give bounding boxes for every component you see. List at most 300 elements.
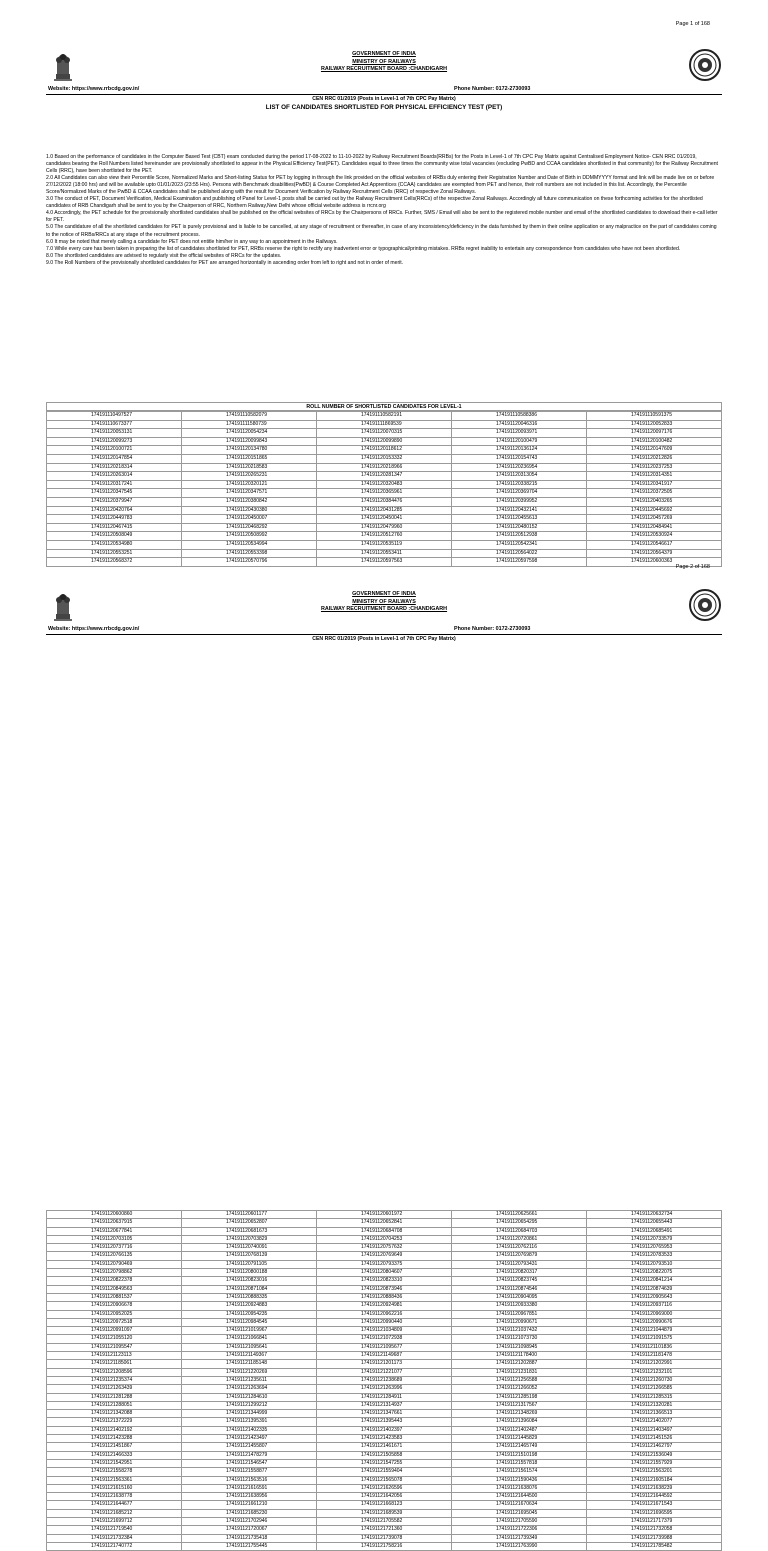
roll-number-cell: 174191121285198 <box>452 1393 587 1401</box>
table-row <box>47 1509 722 1517</box>
roll-number-cell: 174191121284610 <box>182 1393 317 1401</box>
roll-number-cell: 174191120924883 <box>182 1302 317 1310</box>
roll-number-cell: 174191120136124 <box>452 446 587 455</box>
roll-number-cell: 174191121149687 <box>317 1352 452 1360</box>
roll-number-cell: 174191121451867 <box>47 1443 182 1451</box>
roll-number-cell: 174191121178400 <box>452 1352 587 1360</box>
roll-number-cell: 174191120314351 <box>587 472 722 481</box>
roll-number-cell: 174191121546547 <box>182 1459 317 1467</box>
roll-number-cell: 174191120765953 <box>587 1244 722 1252</box>
roll-number-cell: 174191120347571 <box>182 489 317 498</box>
roll-number-cell: 174191121320281 <box>587 1401 722 1409</box>
roll-number-cell: 174191121098945 <box>452 1343 587 1351</box>
roll-number-cell: 174191121238689 <box>317 1376 452 1384</box>
roll-number-cell: 174191120849563 <box>47 1285 182 1293</box>
roll-number-cell: 174191120954235 <box>182 1310 317 1318</box>
roll-number-cell: 174191120798862 <box>47 1269 182 1277</box>
roll-number-cell: 174191120684708 <box>317 1227 452 1235</box>
roll-number-cell: 174191120703105 <box>47 1235 182 1243</box>
roll-number-cell: 174191120147609 <box>587 446 722 455</box>
roll-number-cell: 174191120052833 <box>587 420 722 429</box>
table-row <box>47 1368 722 1376</box>
roll-number-cell: 174191121644500 <box>452 1493 587 1501</box>
notice-number: CEN RRC 01/2019 (Posts in Level-1 of 7th CPC Pay Matrix) <box>312 96 456 102</box>
roll-number-table <box>46 411 722 567</box>
roll-number-cell: 174191121403497 <box>587 1426 722 1434</box>
roll-number-cell: 174191121402487 <box>452 1426 587 1434</box>
roll-number-cell: 174191120952025 <box>47 1310 182 1318</box>
table-row <box>47 480 722 489</box>
roll-number-cell: 174191121638076 <box>452 1484 587 1492</box>
roll-number-cell: 174191121717379 <box>587 1517 722 1525</box>
roll-number-cell: 174191121181478 <box>587 1352 722 1360</box>
roll-number-cell: 174191121185148 <box>182 1360 317 1368</box>
roll-number-cell: 174191121396084 <box>452 1418 587 1426</box>
roll-number-cell: 174191121758216 <box>317 1542 452 1550</box>
table-row <box>47 1410 722 1418</box>
roll-number-cell: 174191121763990 <box>452 1542 587 1550</box>
roll-number-cell: 174191120793431 <box>452 1260 587 1268</box>
roll-number-cell: 174191120769649 <box>317 1252 452 1260</box>
roll-number-cell: 174191121510198 <box>452 1451 587 1459</box>
roll-number-cell: 174191121372229 <box>47 1418 182 1426</box>
page-number: Page 2 of 168 <box>675 564 710 570</box>
roll-number-cell: 174191120990676 <box>587 1318 722 1326</box>
roll-number-cell: 174191120380842 <box>182 497 317 506</box>
ministry-line: MINISTRY OF RAILWAYS <box>352 58 416 65</box>
roll-number-cell: 174191121288051 <box>47 1401 182 1409</box>
roll-number-cell: 174191120905643 <box>587 1293 722 1301</box>
table-row <box>47 1443 722 1451</box>
roll-number-cell: 174191120546617 <box>587 540 722 549</box>
roll-number-cell: 174191121402397 <box>317 1426 452 1434</box>
table-row <box>47 1293 722 1301</box>
roll-number-cell: 174191121462797 <box>587 1443 722 1451</box>
roll-number-cell: 174191121347661 <box>317 1410 452 1418</box>
table-row <box>47 429 722 438</box>
roll-number-cell: 174191121284911 <box>317 1393 452 1401</box>
roll-number-cell: 174191120263014 <box>47 472 182 481</box>
roll-number-cell: 174191120508049 <box>47 532 182 541</box>
roll-number-cell: 174191121785482 <box>587 1542 722 1550</box>
roll-number-cell: 174191120508992 <box>182 532 317 541</box>
roll-number-cell: 174191121565078 <box>317 1476 452 1484</box>
table-row <box>47 1352 722 1360</box>
roll-table-title: ROLL NUMBER OF SHORTLISTED CANDIDATES FOR LEVEL-1 <box>46 402 722 411</box>
roll-number-cell: 174191120099273 <box>47 437 182 446</box>
table-row <box>47 1260 722 1268</box>
instruction-para: 2.0 All Candidates can also view their Percentile Score, Normalized Marks and Short-listing Status for PET by logging in through the link provided on the official websites of RRBs duly entering their Registration Number and Date of Birth in DDMMYYYY format and link will be made live on or before 27/12/2022 (18:00 hrs) and will be available upto 01/01/2023 (23:55 Hrs). Persons with Benchmark disabilities(PwBD) & Course Completed Act Apprentices (CCAA) candidates are exempted from PET and hence, their roll numbers are not included in this list. Accordingly, the Percentile Score/Normalized Marks of the PwBD & CCAA candidates shall be published along with the result for Document Verification by Railway Recruitment Cells (RRC) of respective Zonal Railways. <box>46 175 715 196</box>
roll-number-cell: 174191120804607 <box>317 1269 452 1277</box>
roll-number-cell: 174191121095641 <box>182 1343 317 1351</box>
roll-number-cell: 174191120684703 <box>452 1227 587 1235</box>
roll-number-cell: 174191120740091 <box>182 1244 317 1252</box>
roll-number-cell: 174191121285315 <box>587 1393 722 1401</box>
roll-number-cell: 174191120338215 <box>452 480 587 489</box>
instruction-para: 3.0 The conduct of PET, Document Verification, Medical Examination and publishing of Panel for Level-1 posts shall be carried out by the Railway Recruitment Cells(RRCs) of the respective Zonal Railways. Accordingly all future communication on these forthcoming activities for the shortlisted candidates of RRB Chandigarh shall be sent to you by the Chairperson of RRC, Northern Railway,New Delhi whose official website address is rrcnr.org <box>46 196 703 210</box>
roll-number-cell: 174191120313054 <box>452 472 587 481</box>
roll-number-cell: 174191120790469 <box>47 1260 182 1268</box>
roll-number-cell: 174191121260730 <box>587 1376 722 1384</box>
table-row <box>47 1244 722 1252</box>
roll-number-cell: 174191120450041 <box>317 515 452 524</box>
roll-number-cell: 174191120969000 <box>587 1310 722 1318</box>
table-row <box>47 549 722 558</box>
roll-number-cell: 174191121423497 <box>182 1435 317 1443</box>
roll-number-cell: 174191121263439 <box>47 1385 182 1393</box>
roll-number-cell: 174191120265231 <box>182 472 317 481</box>
table-row <box>47 1517 722 1525</box>
notice-number: CEN RRC 01/2019 (Posts in Level-1 of 7th CPC Pay Matrix) <box>312 636 456 642</box>
roll-number-cell: 174191121123113 <box>47 1352 182 1360</box>
roll-number-cell: 174191120654295 <box>452 1219 587 1227</box>
roll-number-cell: 174191120888335 <box>182 1293 317 1301</box>
website-link[interactable]: Website: https://www.rrbcdg.gov.in/ <box>48 86 140 92</box>
roll-number-cell: 174191110588386 <box>452 412 587 421</box>
roll-number-cell: 174191120600860 <box>47 1211 182 1219</box>
roll-number-cell: 174191120720861 <box>452 1235 587 1243</box>
roll-number-cell: 174191120677841 <box>47 1227 182 1235</box>
roll-number-cell: 174191121095677 <box>317 1343 452 1351</box>
table-row <box>47 1435 722 1443</box>
roll-number-cell: 174191121739988 <box>587 1534 722 1542</box>
table-row <box>47 420 722 429</box>
roll-number-cell: 174191120570796 <box>182 558 317 567</box>
roll-number-cell: 174191121455807 <box>182 1443 317 1451</box>
table-row <box>47 1451 722 1459</box>
roll-number-cell: 174191120134780 <box>182 446 317 455</box>
roll-number-cell: 174191121402192 <box>47 1426 182 1434</box>
roll-number-cell: 174191120218583 <box>182 463 317 472</box>
phone-number: Phone Number: 0172-2730093 <box>454 86 531 92</box>
roll-number-cell: 174191120154743 <box>452 454 587 463</box>
roll-number-cell: 174191121563516 <box>182 1476 317 1484</box>
roll-number-cell: 174191120681673 <box>182 1227 317 1235</box>
roll-number-cell: 174191121091575 <box>587 1335 722 1343</box>
roll-number-cell: 174191120100479 <box>452 437 587 446</box>
table-row <box>47 1393 722 1401</box>
table-row <box>47 1484 722 1492</box>
website-link[interactable]: Website: https://www.rrbcdg.gov.in/ <box>48 626 140 632</box>
roll-number-cell: 174191120218966 <box>317 463 452 472</box>
roll-number-cell: 174191121034809 <box>317 1327 452 1335</box>
table-row <box>47 1318 722 1326</box>
phone-number: Phone Number: 0172-2730093 <box>454 626 531 632</box>
roll-number-cell: 174191121638239 <box>587 1484 722 1492</box>
roll-number-cell: 174191120100482 <box>587 437 722 446</box>
table-row <box>47 1235 722 1243</box>
roll-number-cell: 174191120906678 <box>47 1302 182 1310</box>
roll-number-cell: 174191110582191 <box>317 412 452 421</box>
roll-number-cell: 174191121366513 <box>587 1410 722 1418</box>
roll-number-cell: 174191120924981 <box>317 1302 452 1310</box>
roll-number-cell: 174191120822378 <box>47 1277 182 1285</box>
table-row <box>47 523 722 532</box>
roll-number-cell: 174191120597598 <box>452 558 587 567</box>
roll-number-cell: 174191121563201 <box>587 1468 722 1476</box>
roll-number-cell: 174191120757632 <box>317 1244 452 1252</box>
board-line: RAILWAY RECRUITMENT BOARD :CHANDIGARH <box>320 66 448 72</box>
roll-number-cell: 174191120530924 <box>587 532 722 541</box>
roll-number-cell: 174191120450007 <box>182 515 317 524</box>
roll-number-cell: 174191120365961 <box>317 489 452 498</box>
roll-number-cell: 174191120637915 <box>47 1219 182 1227</box>
instruction-para: 8.0 The shortlisted candidates are advised to regularly visit the official websites of RRCs for the updates. <box>46 252 282 259</box>
instruction-para: 1.0 Based on the performance of candidates in the Computer Based Test (CBT) exam conducted during the period 17-08-2022 to 11-10-2022 by Railway Recruitment Boards(RRBs) for the Posts in Level-1 of 7th CPC Pay Matrix against Centralised Employment Notice- CEN RRC 01/2019, candidates bearing the Roll Numbers listed hereinunder are provisionally shortlisted to appear in the Physical Efficiency Test(PET). Candidates equal to three times the community wise total vacancies (excluding PwBD and CCAA candidates shortlisted in that community) for the Railway Recruitment Cells (RRC), have been shortlisted for the PET. <box>46 154 718 175</box>
roll-number-cell: 174191121661210 <box>182 1501 317 1509</box>
contact-bar <box>46 85 722 95</box>
roll-number-cell: 174191121101836 <box>587 1343 722 1351</box>
roll-number-cell: 174191121638778 <box>47 1493 182 1501</box>
roll-number-cell: 174191110591375 <box>587 412 722 421</box>
government-line: GOVERNMENT OF INDIA <box>352 591 416 597</box>
roll-number-cell: 174191121668123 <box>317 1501 452 1509</box>
roll-number-cell: 174191121281288 <box>47 1393 182 1401</box>
roll-number-cell: 174191120652841 <box>317 1219 452 1227</box>
roll-number-cell: 174191121044879 <box>587 1327 722 1335</box>
roll-number-cell: 174191120468292 <box>182 523 317 532</box>
roll-number-cell: 174191120317241 <box>47 480 182 489</box>
roll-number-cell: 174191110582079 <box>182 412 317 421</box>
roll-number-cell: 174191120455613 <box>452 515 587 524</box>
table-row <box>47 1476 722 1484</box>
roll-number-cell: 174191120737716 <box>47 1244 182 1252</box>
roll-number-cell: 174191120871084 <box>182 1285 317 1293</box>
roll-number-cell: 174191121671543 <box>587 1501 722 1509</box>
roll-number-cell: 174191121670634 <box>452 1501 587 1509</box>
roll-number-cell: 174191121266585 <box>587 1385 722 1393</box>
roll-number-cell: 174191120793510 <box>587 1260 722 1268</box>
roll-number-cell: 174191120888436 <box>317 1293 452 1301</box>
roll-number-cell: 174191121685230 <box>182 1509 317 1517</box>
roll-number-cell: 174191120652807 <box>182 1219 317 1227</box>
roll-number-cell: 174191121073730 <box>452 1335 587 1343</box>
roll-number-cell: 174191110497527 <box>47 412 182 421</box>
instruction-para: 9.0 The Roll Numbers of the provisionally shortlisted candidates for PET are arranged horizontally in ascending order from left to right and not in order of merit. <box>46 259 404 266</box>
roll-number-cell: 174191120534980 <box>47 540 182 549</box>
roll-number-cell: 174191120841214 <box>587 1277 722 1285</box>
roll-number-cell: 174191121402077 <box>587 1418 722 1426</box>
roll-number-cell: 174191120553251 <box>47 549 182 558</box>
roll-number-cell: 174191121072938 <box>317 1335 452 1343</box>
roll-number-cell: 174191121755445 <box>182 1542 317 1550</box>
roll-number-cell: 174191121231831 <box>452 1368 587 1376</box>
roll-number-cell: 174191120783533 <box>587 1252 722 1260</box>
roll-number-cell: 174191121590436 <box>452 1476 587 1484</box>
roll-number-cell: 174191120479960 <box>317 523 452 532</box>
roll-number-cell: 174191121642056 <box>317 1493 452 1501</box>
table-row <box>47 1211 722 1219</box>
roll-number-cell: 174191120822075 <box>587 1269 722 1277</box>
roll-number-cell: 174191120823016 <box>182 1277 317 1285</box>
table-row <box>47 1219 722 1227</box>
roll-number-cell: 174191120564379 <box>587 549 722 558</box>
instruction-para: 7.0 While every care has been taken in preparing the list of candidates shortlisted for PET, RRBs reserve the right to rectify any inadvertent error or typographical/printing mistakes. RRBs regret inability to entertain any correspondence from candidates who have not been shortlisted. <box>46 245 681 252</box>
roll-number-cell: 174191120990440 <box>317 1318 452 1326</box>
roll-number-cell: 174191121342088 <box>47 1410 182 1418</box>
roll-number-cell: 174191120320483 <box>317 480 452 489</box>
railway-logo-icon <box>688 48 722 82</box>
roll-number-cell: 174191121685212 <box>47 1509 182 1517</box>
issuing-authority <box>46 591 722 614</box>
roll-number-cell: 174191121478279 <box>182 1451 317 1459</box>
roll-number-cell: 174191120704253 <box>317 1235 452 1243</box>
roll-number-cell: 174191120341917 <box>587 480 722 489</box>
roll-number-cell: 174191121266052 <box>452 1385 587 1393</box>
roll-number-cell: 174191121095547 <box>47 1343 182 1351</box>
roll-number-cell: 174191121263996 <box>317 1385 452 1393</box>
roll-number-cell: 174191121314937 <box>317 1401 452 1409</box>
roll-number-cell: 174191121699712 <box>47 1517 182 1525</box>
instructions <box>46 154 722 267</box>
roll-number-cell: 174191120432141 <box>452 506 587 515</box>
roll-number-cell: 174191121561574 <box>452 1468 587 1476</box>
roll-number-cell: 174191121740772 <box>47 1542 182 1550</box>
table-row <box>47 1343 722 1351</box>
roll-number-cell: 174191121505858 <box>317 1451 452 1459</box>
roll-number-cell: 174191121702946 <box>182 1517 317 1525</box>
roll-number-cell: 174191120053131 <box>47 429 182 438</box>
roll-number-cell: 174191120097176 <box>587 429 722 438</box>
page-number: Page 1 of 168 <box>675 21 710 27</box>
table-row <box>47 1468 722 1476</box>
roll-number-cell: 174191120099890 <box>317 437 452 446</box>
roll-number-cell: 174191120542341 <box>452 540 587 549</box>
roll-number-cell: 174191121615160 <box>47 1484 182 1492</box>
roll-number-cell: 174191121066841 <box>182 1335 317 1343</box>
roll-number-cell: 174191120762116 <box>452 1244 587 1252</box>
roll-number-cell: 174191120933380 <box>452 1302 587 1310</box>
roll-number-cell: 174191120937116 <box>587 1302 722 1310</box>
table-row <box>47 489 722 498</box>
table-row <box>47 1526 722 1534</box>
roll-number-cell: 174191121465749 <box>452 1443 587 1451</box>
roll-number-cell: 174191120632734 <box>587 1211 722 1219</box>
roll-number-cell: 174191121626596 <box>317 1484 452 1492</box>
table-row <box>47 1426 722 1434</box>
roll-number-cell: 174191121720067 <box>182 1526 317 1534</box>
table-row <box>47 1493 722 1501</box>
table-row <box>47 1401 722 1409</box>
roll-number-cell: 174191121317567 <box>452 1401 587 1409</box>
roll-number-cell: 174191121149367 <box>182 1352 317 1360</box>
instruction-para: 6.0 It may be noted that merely calling a candidate for PET does not entitle him/her in any way to an appointment in the Railways. <box>46 238 338 245</box>
board-line: RAILWAY RECRUITMENT BOARD :CHANDIGARH <box>320 606 448 612</box>
roll-number-cell: 174191120823745 <box>452 1277 587 1285</box>
roll-number-cell: 174191121605184 <box>587 1476 722 1484</box>
roll-number-cell: 174191120535119 <box>317 540 452 549</box>
roll-number-cell: 174191121557818 <box>452 1459 587 1467</box>
roll-number-cell: 174191121395391 <box>182 1418 317 1426</box>
roll-number-cell: 174191121547255 <box>317 1459 452 1467</box>
roll-number-cell: 174191120768139 <box>182 1252 317 1260</box>
roll-number-cell: 174191120655443 <box>587 1219 722 1227</box>
roll-number-cell: 174191121557929 <box>587 1459 722 1467</box>
roll-number-cell: 174191120597563 <box>317 558 452 567</box>
roll-number-cell: 174191120420764 <box>47 506 182 515</box>
roll-number-cell: 174191121232101 <box>587 1368 722 1376</box>
roll-number-cell: 174191120512938 <box>452 532 587 541</box>
roll-number-cell: 174191121423583 <box>317 1435 452 1443</box>
table-row <box>47 1501 722 1509</box>
roll-number-cell: 174191120512760 <box>317 532 452 541</box>
table-row <box>47 558 722 567</box>
roll-number-cell: 174191121719540 <box>47 1526 182 1534</box>
roll-number-cell: 174191110673377 <box>47 420 182 429</box>
roll-number-cell: 174191120791105 <box>182 1260 317 1268</box>
roll-number-cell: 174191120099843 <box>182 437 317 446</box>
roll-number-cell: 174191121256588 <box>452 1376 587 1384</box>
roll-number-cell: 174191121263694 <box>182 1385 317 1393</box>
roll-number-cell: 174191120151865 <box>182 454 317 463</box>
roll-number-cell: 174191120467415 <box>47 523 182 532</box>
table-row <box>47 1418 722 1426</box>
roll-number-cell: 174191120685491 <box>587 1227 722 1235</box>
roll-number-cell: 174191121722306 <box>452 1526 587 1534</box>
roll-number-cell: 174191120054234 <box>182 429 317 438</box>
roll-number-cell: 174191121402335 <box>182 1426 317 1434</box>
roll-number-cell: 174191120534994 <box>182 540 317 549</box>
table-row <box>47 463 722 472</box>
table-row <box>47 1542 722 1550</box>
contact-bar <box>46 625 722 635</box>
roll-number-cell: 174191121616591 <box>182 1484 317 1492</box>
table-row <box>47 506 722 515</box>
roll-number-cell: 174191120369704 <box>452 489 587 498</box>
roll-number-cell: 174191120800188 <box>182 1269 317 1277</box>
roll-number-cell: 174191120793375 <box>317 1260 452 1268</box>
table-row <box>47 1227 722 1235</box>
roll-number-cell: 174191121559404 <box>317 1468 452 1476</box>
roll-number-cell: 174191120100721 <box>47 446 182 455</box>
table-row <box>47 540 722 549</box>
roll-number-cell: 174191120769879 <box>452 1252 587 1260</box>
roll-number-cell: 174191121451526 <box>587 1435 722 1443</box>
roll-number-cell: 174191121445829 <box>452 1435 587 1443</box>
roll-number-cell: 174191120445692 <box>587 506 722 515</box>
roll-number-cell: 174191121208596 <box>47 1368 182 1376</box>
roll-number-cell: 174191120874639 <box>587 1285 722 1293</box>
roll-number-cell: 174191121558877 <box>182 1468 317 1476</box>
roll-number-cell: 174191121644592 <box>587 1493 722 1501</box>
roll-number-cell: 174191120600363 <box>587 558 722 567</box>
roll-number-cell: 174191120553398 <box>182 549 317 558</box>
roll-number-cell: 174191120372505 <box>587 489 722 498</box>
roll-number-cell: 174191120237253 <box>587 463 722 472</box>
roll-number-cell: 174191120281347 <box>317 472 452 481</box>
roll-number-cell: 174191120990671 <box>452 1318 587 1326</box>
roll-number-cell: 174191121695045 <box>452 1509 587 1517</box>
roll-number-cell: 174191120766135 <box>47 1252 182 1260</box>
roll-number-cell: 174191121696595 <box>587 1509 722 1517</box>
table-row <box>47 446 722 455</box>
roll-number-cell: 174191120236954 <box>452 463 587 472</box>
roll-number-cell: 174191121423288 <box>47 1435 182 1443</box>
roll-number-cell: 174191121644677 <box>47 1501 182 1509</box>
roll-number-cell: 174191120984545 <box>182 1318 317 1326</box>
table-row <box>47 412 722 421</box>
roll-number-cell: 174191121299212 <box>182 1401 317 1409</box>
roll-number-cell: 174191120449783 <box>47 515 182 524</box>
roll-number-cell: 174191120118612 <box>317 446 452 455</box>
list-title: LIST OF CANDIDATES SHORTLISTED FOR PHYSICAL EFFICIENCY TEST (PET) <box>265 104 503 111</box>
roll-number-cell: 174191121705590 <box>452 1517 587 1525</box>
roll-number-cell: 174191120399952 <box>452 497 587 506</box>
roll-number-cell: 174191121732058 <box>587 1526 722 1534</box>
roll-number-cell: 174191120403265 <box>587 497 722 506</box>
table-row <box>47 1327 722 1335</box>
roll-number-cell: 174191120881537 <box>47 1293 182 1301</box>
